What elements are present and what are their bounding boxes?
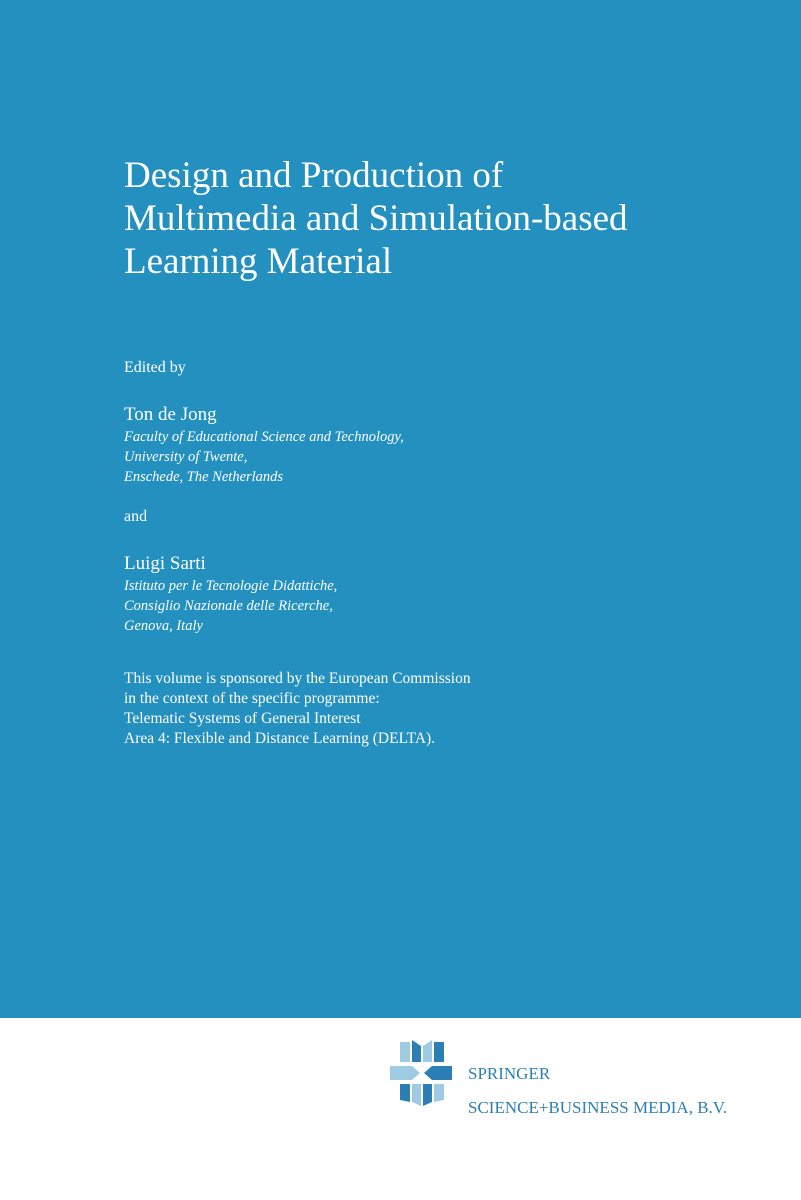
sponsor-line: This volume is sponsored by the European Commission — [124, 670, 471, 687]
editor-affiliation-line: Consiglio Nazionale delle Ricerche, — [124, 598, 333, 614]
sponsor-note — [124, 669, 471, 749]
editor-name: Luigi Sarti — [124, 553, 206, 574]
editor-affiliation-line: Genova, Italy — [124, 618, 203, 634]
and-label: and — [124, 508, 148, 525]
editor-ton-de-jong — [124, 403, 404, 487]
sponsor-line: Area 4: Flexible and Distance Learning (DELTA). — [124, 730, 436, 747]
editor-affiliation-line: Enschede, The Netherlands — [124, 469, 284, 485]
sponsor-line: Telematic Systems of General Interest — [124, 710, 361, 727]
edited-by-label: Edited by — [124, 359, 186, 376]
publisher-name: SPRINGER — [468, 1064, 551, 1083]
editor-affiliation-line: Istituto per le Tecnologie Didattiche, — [124, 578, 338, 594]
publisher-subname: SCIENCE+BUSINESS MEDIA, B.V. — [468, 1098, 728, 1117]
editor-affiliation-line: University of Twente, — [124, 449, 248, 465]
editor-affiliation-line: Faculty of Educational Science and Technology, — [124, 429, 404, 445]
editor-luigi-sarti — [124, 552, 337, 636]
book-title — [124, 154, 784, 283]
editor-name: Ton de Jong — [124, 404, 217, 425]
springer-knight-logo-icon — [390, 1040, 452, 1106]
sponsor-line: in the context of the specific programme: — [124, 690, 380, 707]
title-line: Design and Production of — [124, 155, 504, 196]
publisher-block — [390, 1040, 790, 1120]
title-line: Learning Material — [124, 241, 393, 282]
title-line: Multimedia and Simulation-based — [124, 198, 628, 239]
